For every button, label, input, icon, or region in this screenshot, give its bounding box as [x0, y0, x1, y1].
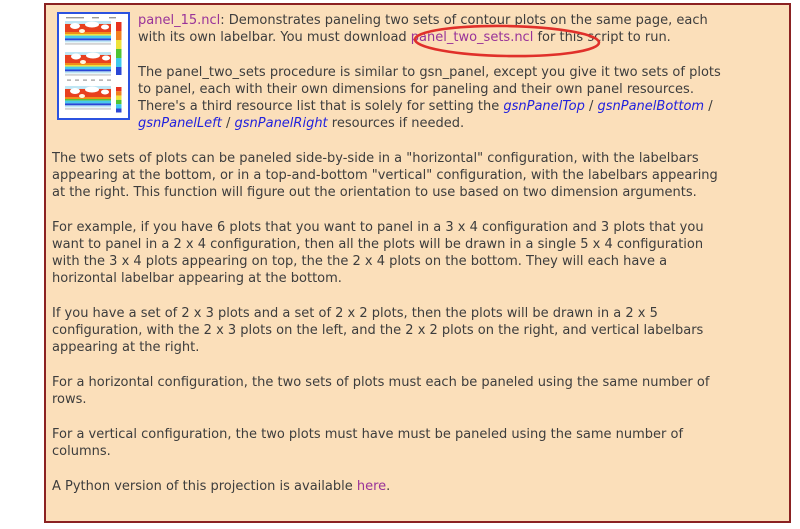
mini-labelbar-bottom	[116, 87, 122, 113]
text-run: appearing at the bottom, or in a top-and-bottom "vertical" configuration, with the labelbars appearing	[52, 168, 718, 183]
text-run: to panel, each with their own dimensions for paneling and their own panel resources.	[138, 82, 694, 97]
text-run: horizontal labelbar appearing at the bottom.	[52, 271, 342, 286]
text-run: rows.	[52, 392, 87, 407]
thumbnail-link[interactable]	[57, 12, 130, 120]
text-run: resources if needed.	[327, 116, 465, 131]
text-run: For example, if you have 6 plots that you want to panel in a 3 x 4 configuration and 3 plots that you	[52, 220, 704, 235]
text-run: want to panel in a 2 x 4 configuration, then all the plots will be drawn in a single 5 x 4 configuration	[52, 237, 704, 252]
mini-labelbar-tall	[116, 22, 122, 75]
example-doc-panel	[44, 3, 791, 523]
gsn-panel-top-link[interactable]: gsnPanelTop	[503, 99, 585, 114]
vertical-example-paragraph	[52, 305, 785, 356]
text-run: /	[704, 99, 713, 114]
procedure-paragraph	[52, 64, 785, 132]
text-run: /	[221, 116, 235, 131]
panel-15-link[interactable]: panel_15.ncl	[138, 13, 221, 28]
text-run: If you have a set of 2 x 3 plots and a set of 2 x 2 plots, then the plots will be drawn in a 2 x 5	[52, 306, 658, 321]
panel-two-sets-link[interactable]: panel_two_sets.ncl	[410, 30, 534, 45]
text-run: appearing at the right.	[52, 340, 200, 355]
text-run: There's a third resource list that is solely for setting the	[138, 99, 504, 114]
intro-paragraph	[52, 12, 785, 46]
gsn-panel-bottom-link[interactable]: gsnPanelBottom	[597, 99, 705, 114]
gsn-panel-right-link[interactable]: gsnPanelRight	[234, 116, 328, 131]
text-run: configuration, with the 2 x 3 plots on the left, and the 2 x 2 plots on the right, and vertical labelbars	[52, 323, 704, 338]
mini-map-3	[65, 86, 111, 109]
python-version-paragraph	[52, 478, 785, 495]
text-run: for this script to run.	[533, 30, 671, 45]
horizontal-example-paragraph	[52, 219, 785, 287]
vertical-rule-paragraph	[52, 426, 785, 460]
text-run: The two sets of plots can be paneled side-by-side in a "horizontal" configuration, with the labelbars	[52, 151, 699, 166]
text-run: For a horizontal configuration, the two sets of plots must each be paneled using the same number of	[52, 375, 710, 390]
orientation-paragraph	[52, 150, 785, 201]
text-run: /	[584, 99, 598, 114]
text-run: : Demonstrates paneling two sets of contour plots on the same page, each	[220, 13, 708, 28]
text-run: The panel_two_sets procedure is similar to gsn_panel, except you give it two sets of plots	[138, 65, 721, 80]
python-version-here-link[interactable]: here	[356, 479, 387, 494]
text-run: at the right. This function will figure out the orientation to use based on two dimension arguments.	[52, 185, 697, 200]
text-run: with its own labelbar. You must download	[138, 30, 411, 45]
text-run: with the 3 x 4 plots appearing on top, the the 2 x 4 plots on the bottom. They will each have a	[52, 254, 668, 269]
thumbnail-image	[59, 14, 128, 118]
horizontal-rule-paragraph	[52, 374, 785, 408]
mini-map-2	[65, 52, 111, 75]
text-run: A Python version of this projection is available	[52, 479, 357, 494]
text-run: .	[386, 479, 391, 494]
text-run: columns.	[52, 444, 111, 459]
text-run: For a vertical configuration, the two plots must have must be paneled using the same number of	[52, 427, 684, 442]
mini-map-1	[65, 21, 111, 44]
gsn-panel-left-link[interactable]: gsnPanelLeft	[138, 116, 222, 131]
